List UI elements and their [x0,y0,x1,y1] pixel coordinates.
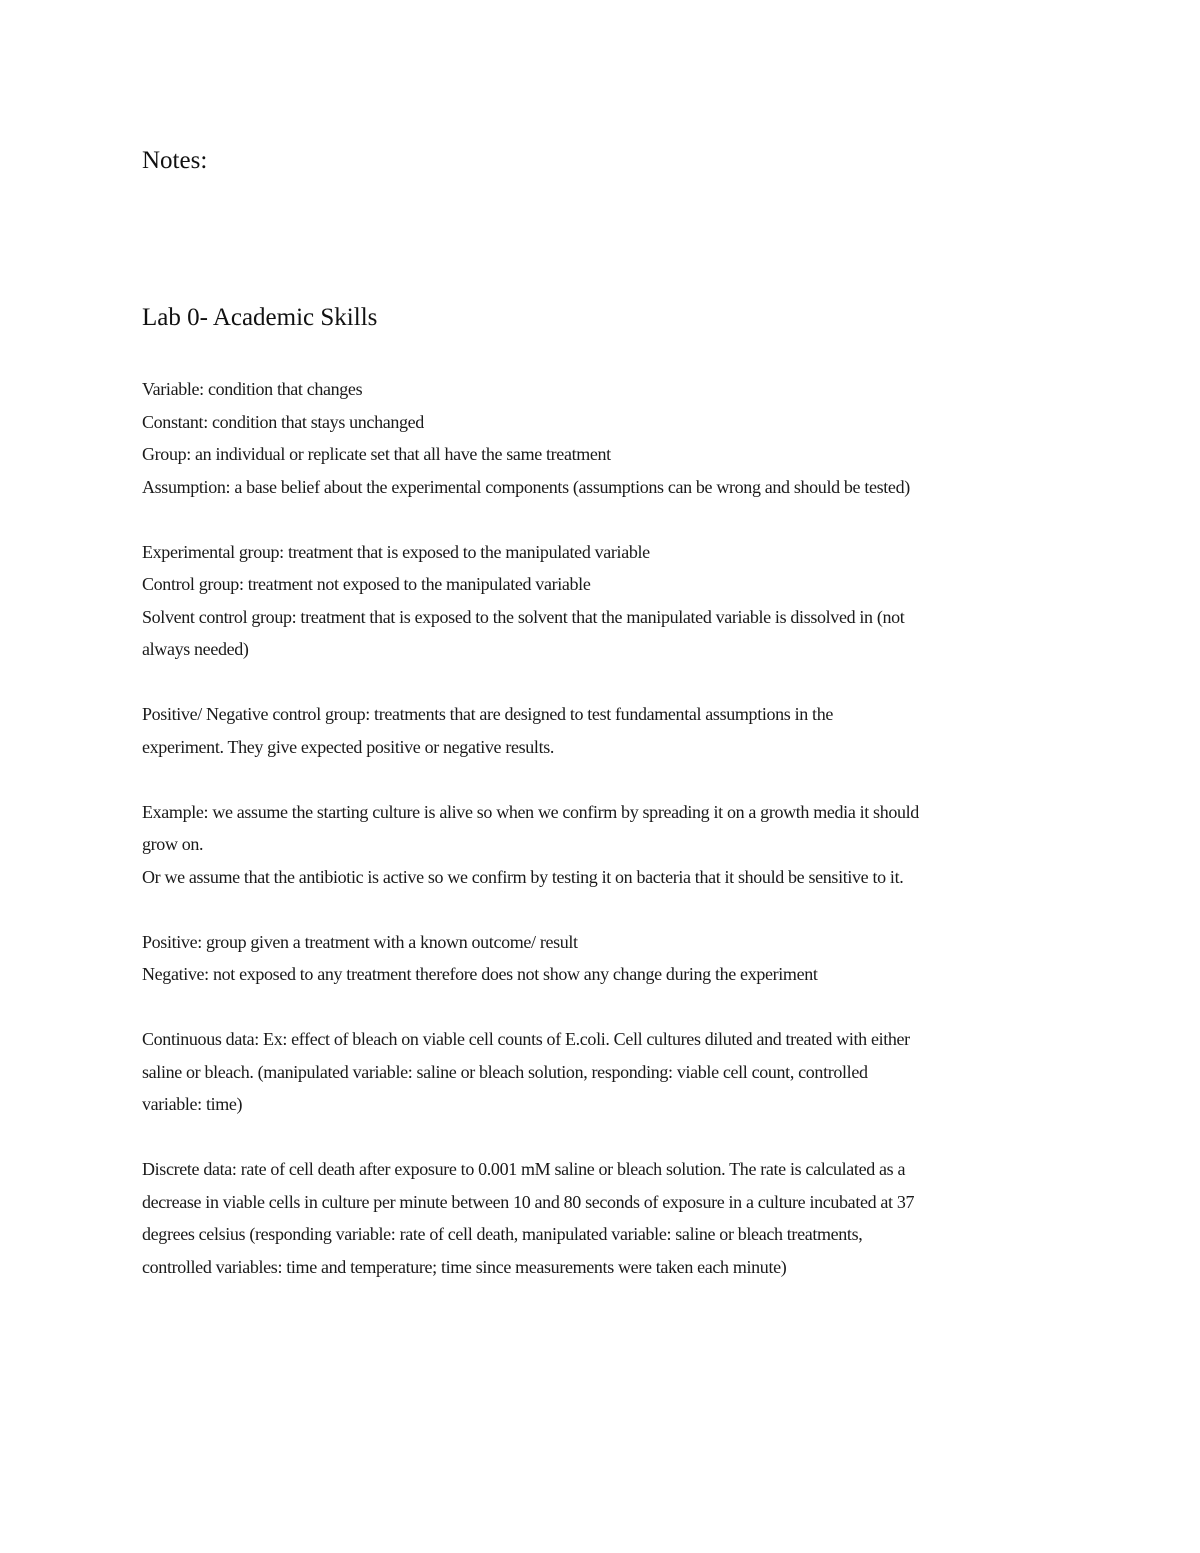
text-line: saline or bleach. (manipulated variable: saline or bleach solution, responding: viable cell count, controlled [142,1061,868,1082]
notes-body [142,373,1067,1283]
text-line: decrease in viable cells in culture per minute between 10 and 80 seconds of exposure in a culture incubated at 37 [142,1191,915,1212]
text-line: Control group: treatment not exposed to the manipulated variable [142,574,591,594]
text-line: always needed) [142,639,249,659]
continuous-data-paragraph [142,1023,1067,1121]
text-line: Continuous data: Ex: effect of bleach on viable cell counts of E.coli. Cell cultures diluted and treated with either [142,1029,910,1049]
text-line: Positive: group given a treatment with a known outcome/ result [142,931,578,952]
text-line: Or we assume that the antibiotic is active so we confirm by testing it on bacteria that it should be sensitive to it. [142,866,904,887]
text-line: grow on. [142,834,204,854]
text-line: degrees celsius (responding variable: rate of cell death, manipulated variable: saline or bleach treatments, [142,1224,863,1244]
example-paragraph [142,796,1067,894]
text-line: variable: time) [142,1094,243,1114]
positive-negative-paragraph [142,926,1067,991]
control-groups-paragraph [142,698,1067,763]
definitions-paragraph [142,373,1067,503]
discrete-data-paragraph [142,1153,1067,1283]
text-line: Constant: condition that stays unchanged [142,411,424,432]
text-line: Group: an individual or replicate set that all have the same treatment [142,444,611,464]
text-line: Example: we assume the starting culture is alive so when we confirm by spreading it on a growth media it should [142,801,919,822]
text-line: Discrete data: rate of cell death after exposure to 0.001 mM saline or bleach solution. The rate is calculated as a [142,1159,906,1179]
text-line: controlled variables: time and temperature; time since measurements were taken each minute) [142,1256,787,1277]
text-line: Variable: condition that changes [142,379,363,399]
text-line: Negative: not exposed to any treatment therefore does not show any change during the experiment [142,964,818,984]
text-line: Positive/ Negative control group: treatments that are designed to test fundamental assumptions in the [142,704,833,724]
notes-title: Notes: [142,147,208,174]
text-line: Experimental group: treatment that is exposed to the manipulated variable [142,541,650,562]
text-line: experiment. They give expected positive or negative results. [142,736,555,757]
lab-title: Lab 0- Academic Skills [142,304,378,331]
text-line: Assumption: a base belief about the experimental components (assumptions can be wrong and should be tested) [142,476,910,497]
groups-paragraph [142,536,1067,666]
text-line: Solvent control group: treatment that is exposed to the solvent that the manipulated variable is dissolved in (not [142,606,905,627]
